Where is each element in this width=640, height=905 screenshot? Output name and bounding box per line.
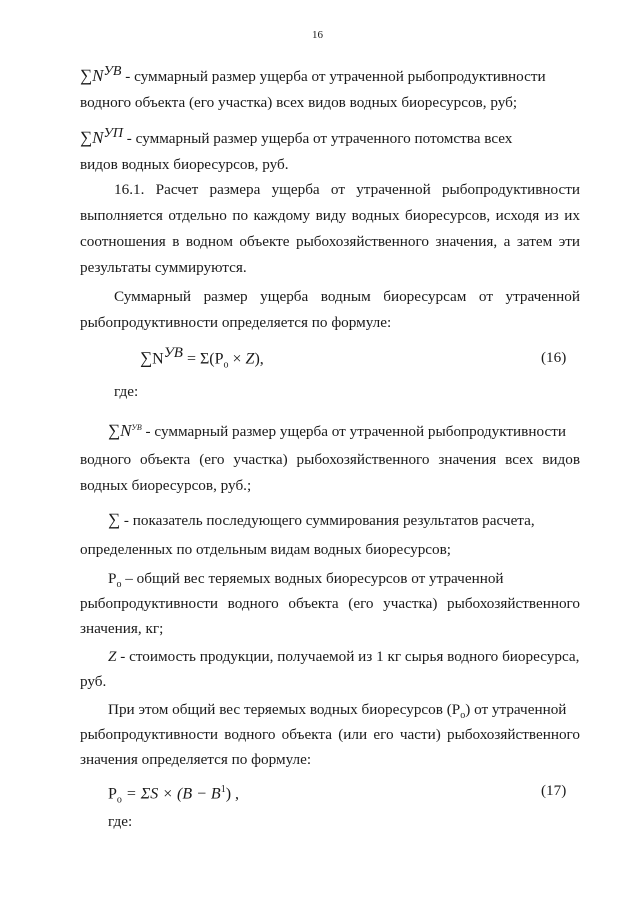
definition-nuv2-line1: $\sum N^{УВ}$ - суммарный размер ущерба от утраченной рыбопродуктивности [108,421,566,441]
para-weight-line1: При этом общий вес теряемых водных биоресурсов $(P_o)$ от утраченной [108,701,567,722]
definition-z-line2: руб. [80,673,107,690]
para-total-line1: Суммарный размер ущерба водным биоресурсам от утраченной [114,288,580,305]
formula-16-number: (16) [541,349,567,366]
definition-sigma-line1: ∑ - показатель последующего суммирования результатов расчета, [108,510,535,529]
para-16-1-line1: 16.1. Расчет размера ущерба от утраченной рыбопродуктивности [114,181,580,198]
definition-z-line1: Z - стоимость продукции, получаемой из 1 кг сырья водного биоресурса, [108,648,580,665]
definition-nuv2-line2: водного объекта (его участка) рыбохозяйственного значения всех видов [80,451,580,468]
definition-po-line3: значения, кг; [80,620,164,637]
definition-nuv-line1: $\sum N^{УВ}$ - суммарный размер ущерба от утраченной рыбопродуктивности [80,64,546,86]
formula-17: $P_o = \Sigma S \times (B - B^1)$ , [108,784,240,806]
para-weight-line2: рыбопродуктивности водного объекта (или его части) рыбохозяйственного [80,726,580,743]
para-total-line2: рыбопродуктивности определяется по формуле: [80,314,392,331]
definition-po-line2: рыбопродуктивности водного объекта (его участка) рыбохозяйственного [80,595,580,612]
definition-nuv2-line3: водных биоресурсов, руб.; [80,477,252,494]
definition-sigma-line2: определенных по отдельным видам водных биоресурсов; [80,541,452,558]
para-16-1-line4: результаты суммируются. [80,259,247,276]
definition-nuv-line2: водного объекта (его участка) всех видов водных биоресурсов, руб; [80,94,518,111]
page-number: 16 [312,29,323,41]
definition-po-line1: $P_o$ – общий вес теряемых водных биоресурсов от утраченной [108,570,504,591]
para-16-1-line2: выполняется отдельно по каждому виду водных биоресурсов, исходя из их [80,207,580,224]
formula-16: $\sum N^{УВ} = \Sigma(P_o \times Z)$, [140,345,264,371]
formula-17-number: (17) [541,782,567,799]
definition-nup-line1: $\sum N^{УП}$ - суммарный размер ущерба от утраченного потомства всех [80,126,513,148]
para-weight-line3: значения определяется по формуле: [80,751,312,768]
definition-nup-line2: видов водных биоресурсов, руб. [80,156,289,173]
where-label-2: где: [108,813,133,830]
where-label-1: где: [114,383,139,400]
para-16-1-line3: соотношения в водном объекте рыбохозяйственного значения, а затем эти [80,233,580,250]
